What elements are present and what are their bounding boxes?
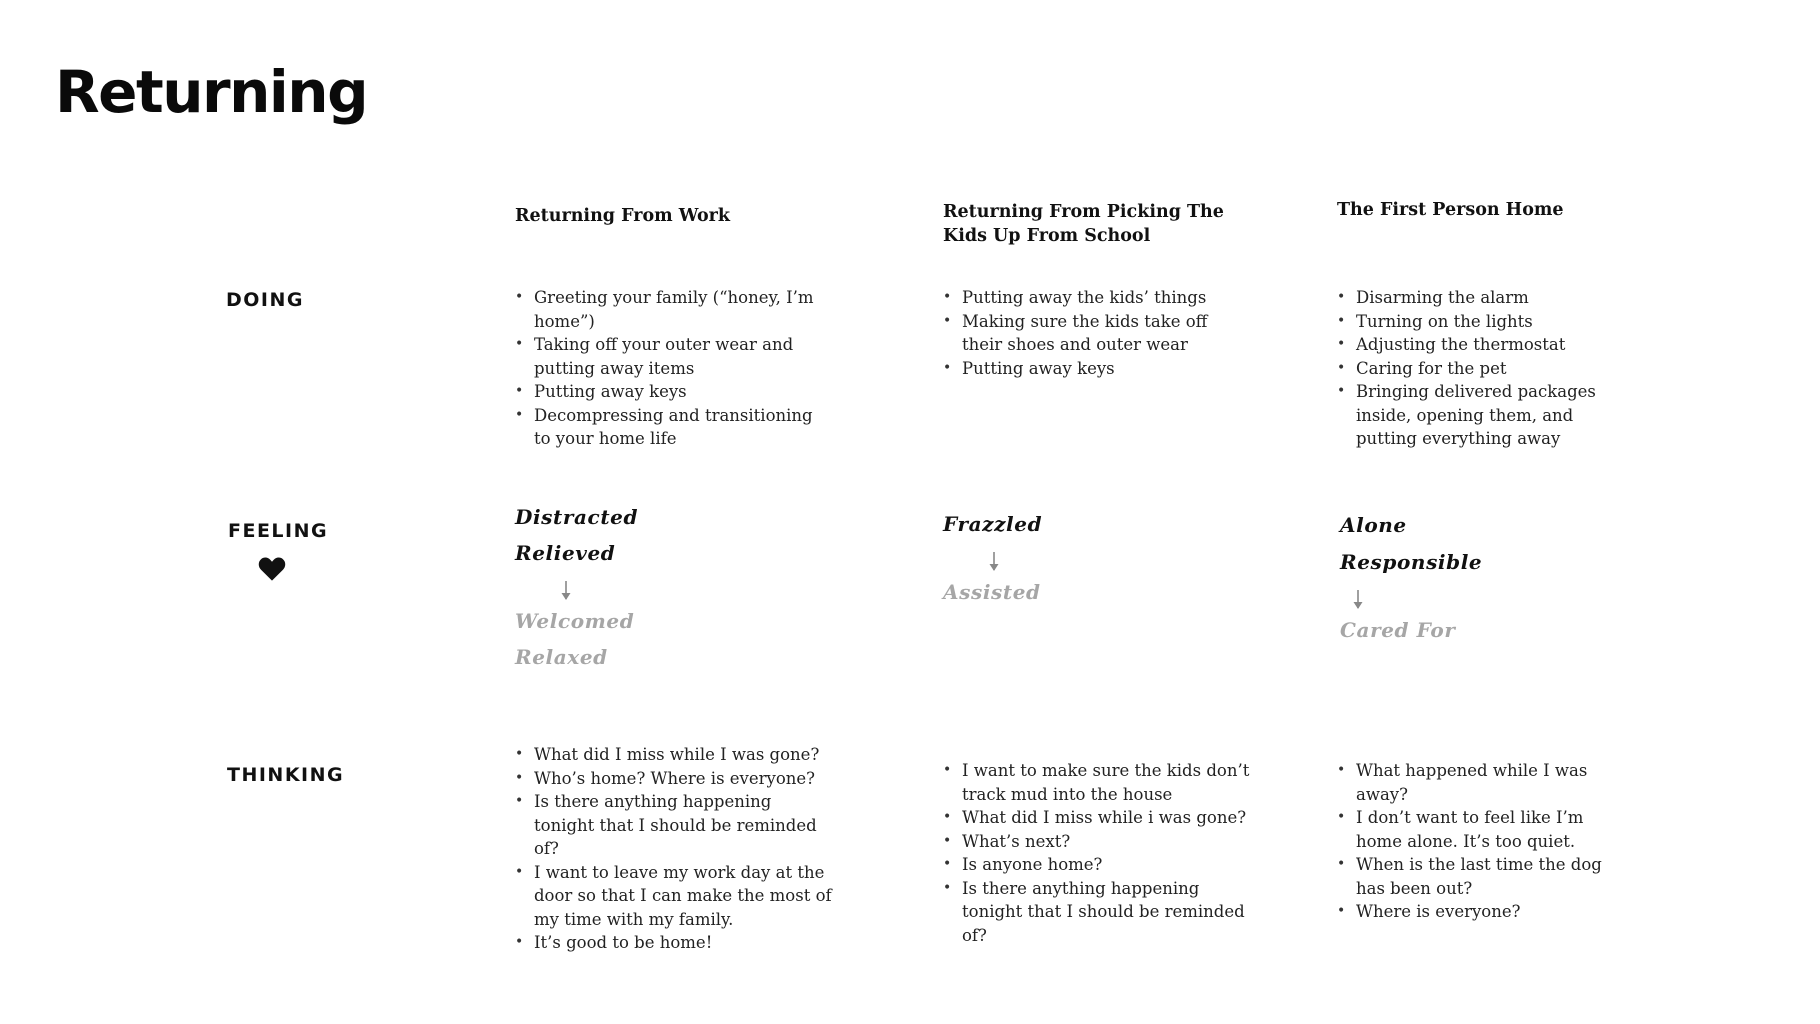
feeling-before: Frazzled xyxy=(943,512,1043,536)
list-item: • What did I miss while I was gone? xyxy=(515,743,835,767)
page-title: Returning xyxy=(55,58,368,126)
feeling-after: Assisted xyxy=(943,580,1041,604)
list-item: • I want to make sure the kids don’t track mud into the house xyxy=(943,759,1253,806)
list-item: • I want to leave my work day at the door so that I can make the most of my time with my family. xyxy=(515,861,835,932)
list-item: • What happened while I was away? xyxy=(1337,759,1632,806)
list-item: • When is the last time the dog has been out? xyxy=(1337,853,1632,900)
arrow-down-icon xyxy=(1352,589,1364,611)
feeling-after: Welcomed xyxy=(515,609,635,633)
list-item: • Making sure the kids take off their shoes and outer wear xyxy=(943,310,1248,357)
feeling-before: Alone xyxy=(1340,513,1407,537)
list-item: • Putting away the kids’ things xyxy=(943,286,1248,310)
list-item: • Who’s home? Where is everyone? xyxy=(515,767,835,791)
arrow-down-icon xyxy=(988,551,1000,573)
list-item: • Where is everyone? xyxy=(1337,900,1632,924)
row-label-thinking: THINKING xyxy=(227,764,345,786)
feeling-before: Distracted xyxy=(515,505,639,529)
list-item: • Greeting your family (“honey, I’m home”) xyxy=(515,286,825,333)
list-item: • I don’t want to feel like I’m home alone. It’s too quiet. xyxy=(1337,806,1632,853)
list-item: • It’s good to be home! xyxy=(515,931,835,955)
list-item: • Caring for the pet xyxy=(1337,357,1632,381)
list-item: • Putting away keys xyxy=(943,357,1248,381)
list-item: • What’s next? xyxy=(943,830,1253,854)
row-label-doing: DOING xyxy=(226,289,304,311)
feeling-before: Relieved xyxy=(515,541,616,565)
list-item: • What did I miss while i was gone? xyxy=(943,806,1253,830)
list-item: • Adjusting the thermostat xyxy=(1337,333,1632,357)
heart-icon xyxy=(258,556,286,582)
column-heading: Returning From Picking The Kids Up From School xyxy=(943,202,1224,246)
list-item: • Putting away keys xyxy=(515,380,825,404)
thinking-list xyxy=(943,759,1253,947)
list-item: • Bringing delivered packages inside, opening them, and putting everything away xyxy=(1337,380,1632,451)
feeling-after: Cared For xyxy=(1340,618,1456,642)
list-item: • Disarming the alarm xyxy=(1337,286,1632,310)
list-item: • Turning on the lights xyxy=(1337,310,1632,334)
list-item: • Taking off your outer wear and putting away items xyxy=(515,333,825,380)
list-item: • Is there anything happening tonight that I should be reminded of? xyxy=(515,790,835,861)
column-heading: Returning From Work xyxy=(515,206,730,226)
list-item: • Is anyone home? xyxy=(943,853,1253,877)
list-item: • Is there anything happening tonight that I should be reminded of? xyxy=(943,877,1253,948)
doing-list xyxy=(943,286,1248,380)
row-label-feeling: FEELING xyxy=(228,520,329,542)
doing-list xyxy=(515,286,825,451)
doing-list xyxy=(1337,286,1632,451)
arrow-down-icon xyxy=(560,580,572,602)
column-heading: The First Person Home xyxy=(1337,200,1564,220)
feeling-after: Relaxed xyxy=(515,645,608,669)
thinking-list xyxy=(1337,759,1632,924)
feeling-before: Responsible xyxy=(1340,550,1483,574)
list-item: • Decompressing and transitioning to your home life xyxy=(515,404,825,451)
thinking-list xyxy=(515,743,835,955)
